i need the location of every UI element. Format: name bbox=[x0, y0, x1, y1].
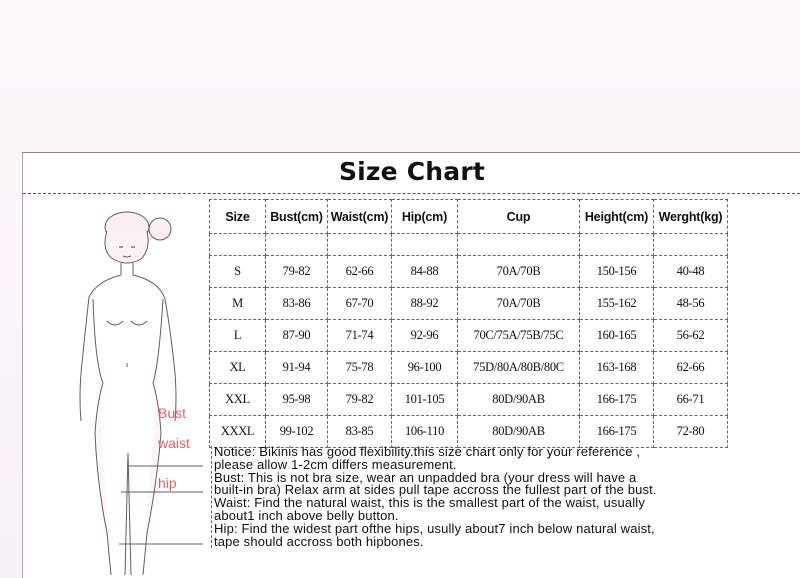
cell-hip: 101-105 bbox=[392, 384, 458, 416]
header-height: Height(cm) bbox=[580, 200, 654, 234]
title-divider bbox=[23, 193, 800, 194]
female-silhouette-icon bbox=[67, 203, 217, 578]
header-size: Size bbox=[210, 200, 266, 234]
cell-size: XXL bbox=[210, 384, 266, 416]
cell-weight: 56-62 bbox=[654, 320, 728, 352]
cell-bust: 79-82 bbox=[266, 256, 328, 288]
table-row bbox=[210, 416, 728, 448]
table-spacer-row bbox=[210, 234, 728, 256]
note-line: please allow 1-2cm differs measurement. bbox=[214, 456, 457, 472]
table-header-row bbox=[210, 200, 728, 234]
cell-waist: 75-78 bbox=[328, 352, 392, 384]
cell-waist: 62-66 bbox=[328, 256, 392, 288]
cell-cup: 80D/90AB bbox=[458, 416, 580, 448]
header-bust: Bust(cm) bbox=[266, 200, 328, 234]
figure-area bbox=[67, 203, 217, 578]
cell-hip: 96-100 bbox=[392, 352, 458, 384]
cell-weight: 66-71 bbox=[654, 384, 728, 416]
cell-hip: 88-92 bbox=[392, 288, 458, 320]
note-line: Hip: Find the widest part ofthe hips, usully about7 inch below natural waist, bbox=[214, 520, 655, 536]
cell-hip: 106-110 bbox=[392, 416, 458, 448]
cell-size: XL bbox=[210, 352, 266, 384]
bust-label: Bust bbox=[158, 405, 187, 421]
cell-size: S bbox=[210, 256, 266, 288]
table-row bbox=[210, 384, 728, 416]
size-chart-sheet bbox=[22, 152, 800, 578]
cell-cup: 70C/75A/75B/75C bbox=[458, 320, 580, 352]
note-line: tape should accross both hipbones. bbox=[214, 533, 424, 549]
cell-height: 166-175 bbox=[580, 384, 654, 416]
chart-title: Size Chart bbox=[338, 157, 486, 186]
measurement-notes bbox=[211, 446, 799, 548]
cell-cup: 80D/90AB bbox=[458, 384, 580, 416]
cell-waist: 79-82 bbox=[328, 384, 392, 416]
header-waist: Waist(cm) bbox=[328, 200, 392, 234]
cell-cup: 70A/70B bbox=[458, 256, 580, 288]
cell-bust: 87-90 bbox=[266, 320, 328, 352]
note-line: Bust: This is not bra size, wear an unpadded bra (your dress will have a bbox=[214, 469, 637, 485]
cell-cup: 75D/80A/80B/80C bbox=[458, 352, 580, 384]
cell-weight: 48-56 bbox=[654, 288, 728, 320]
cell-size: XXXL bbox=[210, 416, 266, 448]
note-line: built-in bra) Relax arm at sides pull tape accross the fullest part of the bust. bbox=[214, 482, 657, 498]
cell-height: 160-165 bbox=[580, 320, 654, 352]
note-line: about1 inch above belly button. bbox=[214, 507, 399, 523]
cell-bust: 95-98 bbox=[266, 384, 328, 416]
cell-size: L bbox=[210, 320, 266, 352]
table-row bbox=[210, 256, 728, 288]
note-line: Waist: Find the natural waist, this is the smallest part of the waist, usually bbox=[214, 495, 646, 511]
cell-waist: 67-70 bbox=[328, 288, 392, 320]
cell-waist: 71-74 bbox=[328, 320, 392, 352]
table-row bbox=[210, 288, 728, 320]
table-row bbox=[210, 320, 728, 352]
cell-cup: 70A/70B bbox=[458, 288, 580, 320]
cell-hip: 92-96 bbox=[392, 320, 458, 352]
cell-size: M bbox=[210, 288, 266, 320]
cell-height: 163-168 bbox=[580, 352, 654, 384]
hip-label: hip bbox=[158, 475, 177, 491]
cell-bust: 99-102 bbox=[266, 416, 328, 448]
cell-bust: 83-86 bbox=[266, 288, 328, 320]
cell-weight: 40-48 bbox=[654, 256, 728, 288]
cell-hip: 84-88 bbox=[392, 256, 458, 288]
header-hip: Hip(cm) bbox=[392, 200, 458, 234]
header-cup: Cup bbox=[458, 200, 580, 234]
cell-height: 155-162 bbox=[580, 288, 654, 320]
header-weight: Werght(kg) bbox=[654, 200, 728, 234]
cell-weight: 62-66 bbox=[654, 352, 728, 384]
table-row bbox=[210, 352, 728, 384]
cell-weight: 72-80 bbox=[654, 416, 728, 448]
cell-height: 166-175 bbox=[580, 416, 654, 448]
waist-label: waist bbox=[158, 435, 190, 451]
cell-bust: 91-94 bbox=[266, 352, 328, 384]
cell-waist: 83-85 bbox=[328, 416, 392, 448]
size-table bbox=[209, 199, 728, 448]
note-line: Notice: Bikinis has good flexibility.this size chart only for your reference , bbox=[214, 444, 641, 459]
cell-height: 150-156 bbox=[580, 256, 654, 288]
